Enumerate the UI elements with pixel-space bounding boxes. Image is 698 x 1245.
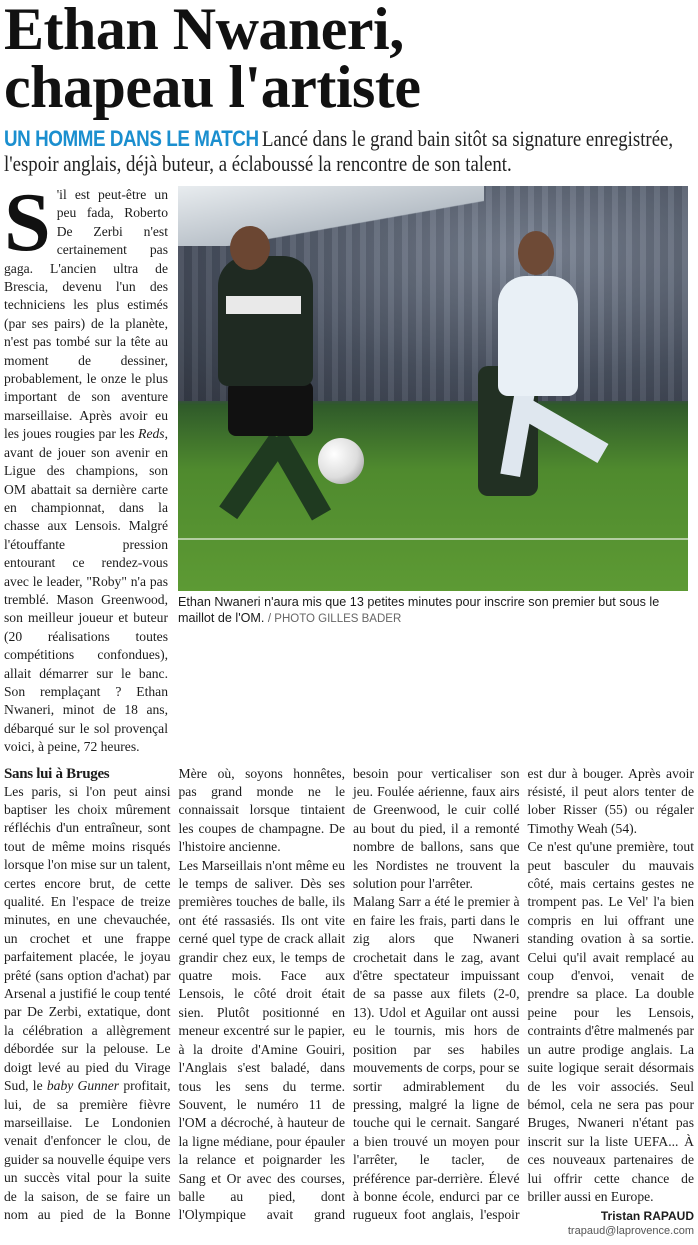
intro-text-cont: , avant de jouer son avenir en Ligue des champions, son OM abattait sa dernière carte en championnat, dans la chasse aux Lensois. Malgré l'étouffante pression entourant ce rendez-vous avec le leader, "Roby" n'a pas tremblé. Mason Greenwood, son meilleur joueur et buteur (20 réalisations toutes compétitions confondues), allait démarrer sur le banc. Son remplaçant ? Ethan Nwaneri, minot de 18 ans, débarqué sur le sol provençal voici, à peine, 72 heures. [4, 426, 168, 755]
lead-row [4, 176, 694, 757]
headline [4, 0, 694, 120]
subhead: Sans lui à Bruges [4, 765, 110, 782]
photo-stadium-roof [178, 186, 484, 246]
photo-player-om [498, 276, 578, 396]
photo-player-lens-head [230, 226, 270, 270]
photo-player-lens [218, 256, 313, 386]
caption-text: Ethan Nwaneri n'aura mis que 13 petites minutes pour inscrire son premier but sous le maillot de l'OM. [178, 595, 660, 625]
match-photo [178, 186, 688, 591]
paragraph-1-italic: baby Gunner [46, 1078, 120, 1094]
author-email: trapaud@laprovence.com [567, 1225, 694, 1238]
paragraph-1-text: Les paris, si l'on peut ainsi baptiser les choix mûrement réfléchis d'un entraîneur, sont tout de même moins risqués lorsque l'on mise sur un talent, certes encore brut, de cette qualité. En l'espace de treize minutes, en une chevauchée, un crochet et une frappe parfaitement placée, le joyau prêté (sans option d'achat) par Arsenal a justifié le coup tenté par De Zerbi, extatique, dont la célébration a allègrement débordée sur la pelouse. Le doigt levé au pied du Virage Sud, le [4, 783, 171, 1094]
photo-player-lens-shorts [228, 381, 313, 436]
paragraph-3: Malang Sarr a été le premier à en faire les frais, parti dans le zig alors que Nwaneri crochetait dans le zag, avant d'être spectateur impuissant de sa passe aux filets (2-0, 13). Udol et Aguilar ont aussi eu le tournis, mis hors de position par ses habiles mouvements de corps, pour se sortir admirablement du pressing, malgré la ligne de touche qui le cernait. Sangaré a bien trouvé un moyen pour l'arrêter, le tacler, de préférence par-derrière. Élevé à bonne école, endurci par ce rugueux foot anglais, l'espoir est dur à bouger. Après avoir résisté, il peut alors tenter de lober Risser (55) ou régaler Timothy Weah (54). [353, 765, 694, 1223]
photo-ball [318, 438, 364, 484]
paragraph-2: Les Marseillais n'ont même eu le temps de saliver. Dès ses premières touches de balle, ils ont été rassasiés. Ils ont vite cerné quel type de crack allait grandir chez eux, le temps de quatre mois. Face aux Lensois, le côté droit était sien. Plutôt positionné en meneur excentré sur le papier, à la droite d'Amine Gouiri, l'Anglais s'est baladé, dans tous les sens du terme. Souvent, le numéro 11 de l'OM a décroché, à hauteur de la ligne médiane, pour épauler la relance et poignarder les Sang et Or avec des courses, balle au pied, dont l'Olympique avait grand besoin pour verticaliser son jeu. Foulée aérienne, faux airs de Greenwood, le cuir collé au bout du pied, il a remonté nombre de ballons, sans que les Nordistes ne trouvent la solution pour l'arrêter. [178, 765, 520, 1223]
intro-text: 'il est peut-être un peu fada, Roberto De Zerbi n'est certainement pas gaga. L'ancien ultra de Brescia, devenu l'un des techniciens les plus estimés (par ses pairs) de la planète, n'est pas tombé sur la tête au moment de dessiner, probablement, le onze le plus important de son aventure marseillaise. Après avoir eu les joues rougies par les [4, 187, 168, 442]
intro-italic: Reds [138, 426, 165, 442]
photo-player-lens-leg [267, 432, 331, 521]
intro-column [4, 176, 168, 757]
deck-wrapper [4, 126, 694, 176]
dropcap: S [4, 176, 51, 269]
author: Tristan RAPAUD [600, 1209, 694, 1224]
photo-caption [178, 595, 694, 627]
photo-block [178, 186, 694, 627]
deck [4, 126, 694, 176]
kicker: UN HOMME DANS LE MATCH [4, 126, 259, 151]
deck-text: Lancé dans le grand bain sitôt sa signature enregistrée, l'espoir anglais, déjà buteur, a éclaboussé la rencontre de son talent. [4, 126, 674, 176]
article-columns [4, 765, 694, 1240]
paragraph-4: Ce n'est qu'une première, tout peut basculer du mauvais côté, mais certains gestes ne trompent pas. Le Vel' l'a bien compris en lui offrant une standing ovation à sa sortie. Celui qu'il avait remplacé au coup d'envoi, venait de prendre sa place. La double peine pour les Lensois, contraints d'être malmenés par un autre prodige anglais. La suite logique serait désormais de les voir associés. Seul bémol, cela ne sera pas pour Bruges, Nwaneri n'étant pas inscrit sur la liste UEFA... À ces nouveaux partenaires de lui offrir cette chance de briller aussi en Europe. [527, 839, 694, 1204]
photo-pitch-line [178, 538, 688, 540]
paragraph-1-text-cont: profitait, lui, de sa première fièvre marseillaise. Le Londonien venait d'enfoncer le clou, de guider sa nouvelle équipe vers un succès vital pour la suite de la saison, de se faire un nom au pied de la Bonne Mère où, soyons honnêtes, pas grand monde ne le connaissait lorsque tintaient les coupes de champagne. De l'histoire ancienne. [4, 765, 345, 1222]
photo-credit: / PHOTO GILLES BADER [267, 612, 402, 625]
headline-line-1: Ethan Nwaneri, [4, 0, 404, 62]
photo-player-om-head [518, 231, 554, 275]
headline-line-2: chapeau l'artiste [4, 54, 421, 120]
